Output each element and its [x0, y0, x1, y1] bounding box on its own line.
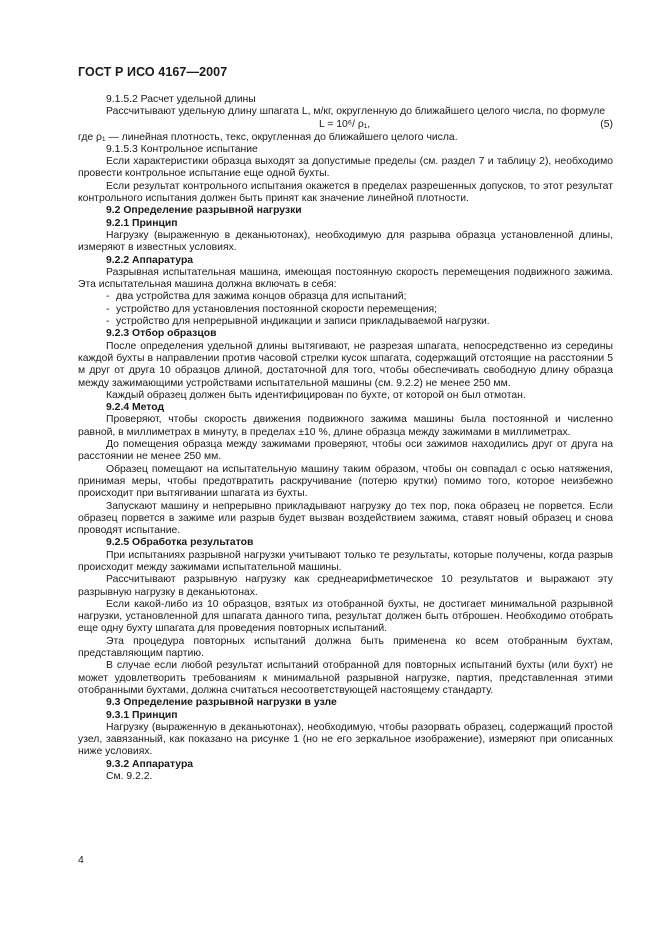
section-9-1-5-3-title: 9.1.5.3 Контрольное испытание: [106, 143, 258, 155]
paragraph: Если результат контрольного испытания окажется в пределах разрешенных допусков, то этот результат контрольного испытания должен быть принят как значение линейной плотности.: [78, 180, 613, 205]
paragraph: Нагрузку (выраженную в деканьютонах), необходимую для разрыва образца установленной длины, измеряют в известных условиях.: [78, 229, 613, 254]
formula-legend: где ρ₁ — линейная плотность, текс, округленная до ближайшего целого числа.: [78, 131, 458, 143]
section-9-3-2-title: 9.3.2 Аппаратура: [106, 758, 194, 770]
section-9-3-1-title: 9.3.1 Принцип: [106, 709, 178, 721]
section-9-1-5-2-title: 9.1.5.2 Расчет удельной длины: [106, 94, 256, 105]
paragraph: Если характеристики образца выходят за допустимые пределы (см. раздел 7 и таблицу 2), необходимо провести контрольное испытание еще одной бухты.: [78, 156, 613, 180]
paragraph: Разрывная испытательная машина, имеющая постоянную скорость перемещения подвижного зажима. Эта испытательная машина должна включать в себя:: [78, 266, 613, 291]
paragraph: Если какой-либо из 10 образцов, взятых из отобранной бухты, не достигает минимальной разрывной нагрузки, установленной для шпагата данного типа, результат должен быть отброшен. Необходимо отобрать еще одну бухту шпагата для проведения повторных испытаний.: [78, 598, 613, 635]
section-9-2-2-title: 9.2.2 Аппаратура: [106, 254, 194, 266]
list-item: - устройство для установления постоянной скорости перемещения;: [106, 303, 438, 315]
formula: L = 10⁶/ ρ₁,: [319, 118, 371, 130]
section-9-2-1-title: 9.2.1 Принцип: [106, 217, 178, 229]
section-9-3-title: 9.3 Определение разрывной нагрузки в узле: [106, 697, 337, 709]
formula-row: [78, 119, 613, 132]
paragraph: В случае если любой результат испытаний отобранной для повторных испытаний бухты (или бухт) не может удовлетворить требованиям к минимальной разрывной нагрузке, партия, представленная этими отобранными бухтами, должна считаться несоответствующей настоящему стандарту.: [78, 660, 613, 696]
page-number: 4: [78, 855, 84, 866]
paragraph: Эта процедура повторных испытаний должна быть применена ко всем отобранным бухтам, представляющим партию.: [78, 635, 613, 660]
section-9-2-title: 9.2 Определение разрывной нагрузки: [106, 205, 302, 217]
apparatus-list: [78, 291, 613, 328]
paragraph: Рассчитывают удельную длину шпагата L, м/кг, округленную до ближайшего целого числа, по формуле: [106, 106, 606, 118]
document-body: [78, 94, 613, 783]
paragraph: Запускают машину и непрерывно прикладывают нагрузку до тех пор, пока образец не порвется. Если образец порвется в зажиме или разрыв будет вызван воздействием зажима, ставят новый образец и снова проводят испытание.: [78, 500, 613, 537]
paragraph: Рассчитывают разрывную нагрузку как среднеарифметическое 10 результатов и выражают эту разрывную нагрузку в деканьютонах.: [78, 574, 613, 598]
paragraph: Каждый образец должен быть идентифицирован по бухте, от которой он был отмотан.: [106, 389, 526, 401]
section-9-2-3-title: 9.2.3 Отбор образцов: [106, 328, 217, 340]
list-item: - устройство для непрерывной индикации и записи прикладываемой нагрузки.: [106, 316, 490, 328]
section-9-2-4-title: 9.2.4 Метод: [106, 402, 165, 414]
list-item: - два устройства для зажима концов образца для испытаний;: [106, 291, 407, 303]
paragraph: Проверяют, чтобы скорость движения подвижного зажима машины была постоянной и численно равной, в миллиметрах в минуту, в пределах ±10 %, длине образца между зажимами в миллиметрах.: [78, 414, 613, 438]
paragraph: Нагрузку (выраженную в деканьютонах), необходимую, чтобы разорвать образец, содержащий простой узел, завязанный, как показано на рисунке 1 (но не его зеркальное изображение), измеряют при описанных ниже условиях.: [78, 721, 613, 758]
equation-number: (5): [600, 118, 613, 130]
paragraph: До помещения образца между зажимами проверяют, чтобы оси зажимов находились друг от друга на расстоянии не менее 250 мм.: [78, 439, 613, 463]
paragraph: После определения удельной длины вытягивают, не разрезая шпагата, непосредственно из середины каждой бухты в направлении против часовой стрелки кусок шпагата, содержащий отстоящие на расстоянии 5 м друг от друга 10 образцов длиной, достаточной для того, чтобы обеспечивать свободную длину образца между зажимающими устройствами испытательной машины (см. 9.2.2) не менее 250 мм.: [78, 340, 613, 389]
document-header: ГОСТ Р ИСО 4167—2007: [78, 65, 228, 79]
paragraph: См. 9.2.2.: [106, 771, 153, 783]
paragraph: Образец помещают на испытательную машину таким образом, чтобы он совпадал с осью натяжения, принимая меры, чтобы предотвратить раскручивание (потерю крутки) помимо того, которое неизбежно происходит при вытягивании шпагата из бухты.: [78, 463, 613, 500]
paragraph: При испытаниях разрывной нагрузки учитывают только те результаты, которые получены, когда разрыв происходит между зажимами испытательной машины.: [78, 549, 613, 573]
section-9-2-5-title: 9.2.5 Обработка результатов: [106, 537, 254, 549]
